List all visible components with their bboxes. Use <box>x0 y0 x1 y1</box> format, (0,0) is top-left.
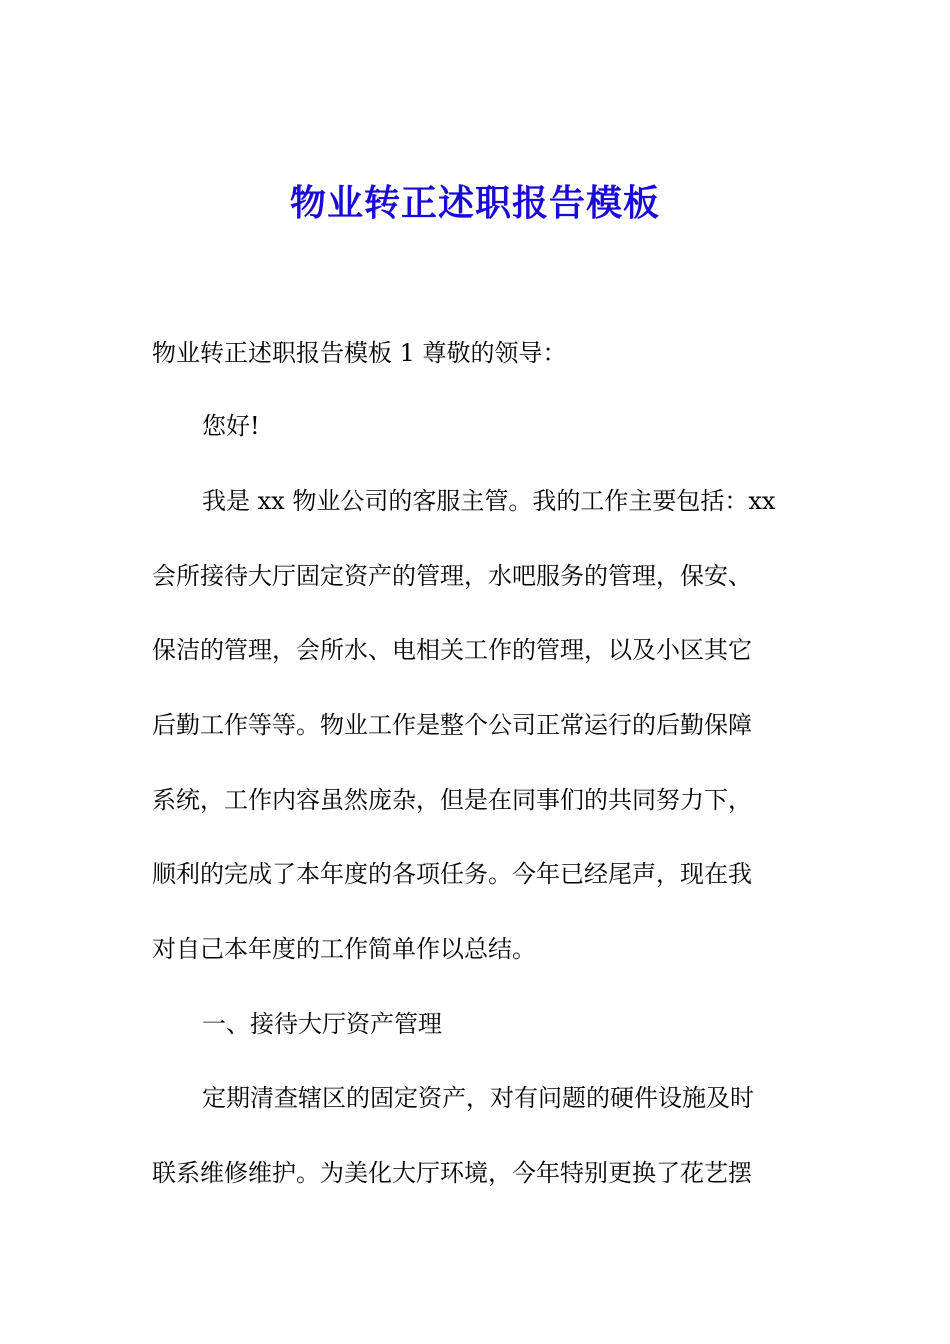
paragraph-line: 联系维修维护。为美化大厅环境，今年特别更换了花艺摆 <box>152 1159 752 1187</box>
paragraph-line: 保洁的管理，会所水、电相关工作的管理，以及小区其它 <box>152 636 752 664</box>
paragraph-line: 定期清查辖区的固定资产，对有问题的硬件设施及时 <box>202 1084 754 1112</box>
paragraph-line: 后勤工作等等。物业工作是整个公司正常运行的后勤保障 <box>152 711 752 739</box>
paragraph-line: 我是 xx 物业公司的客服主管。我的工作主要包括：xx <box>202 487 776 515</box>
paragraph-line: 对自己本年度的工作简单作以总结。 <box>152 935 536 963</box>
greeting-line: 物业转正述职报告模板 1 尊敬的领导： <box>152 339 567 367</box>
paragraph-line: 会所接待大厅固定资产的管理，水吧服务的管理，保安、 <box>152 562 752 590</box>
section-heading: 一、接待大厅资产管理 <box>202 1010 442 1038</box>
document-title: 物业转正述职报告模板 <box>289 182 660 224</box>
salutation-line: 您好! <box>202 412 260 440</box>
paragraph-line: 顺利的完成了本年度的各项任务。今年已经尾声，现在我 <box>152 860 752 888</box>
paragraph-line: 系统，工作内容虽然庞杂，但是在同事们的共同努力下， <box>152 786 752 814</box>
